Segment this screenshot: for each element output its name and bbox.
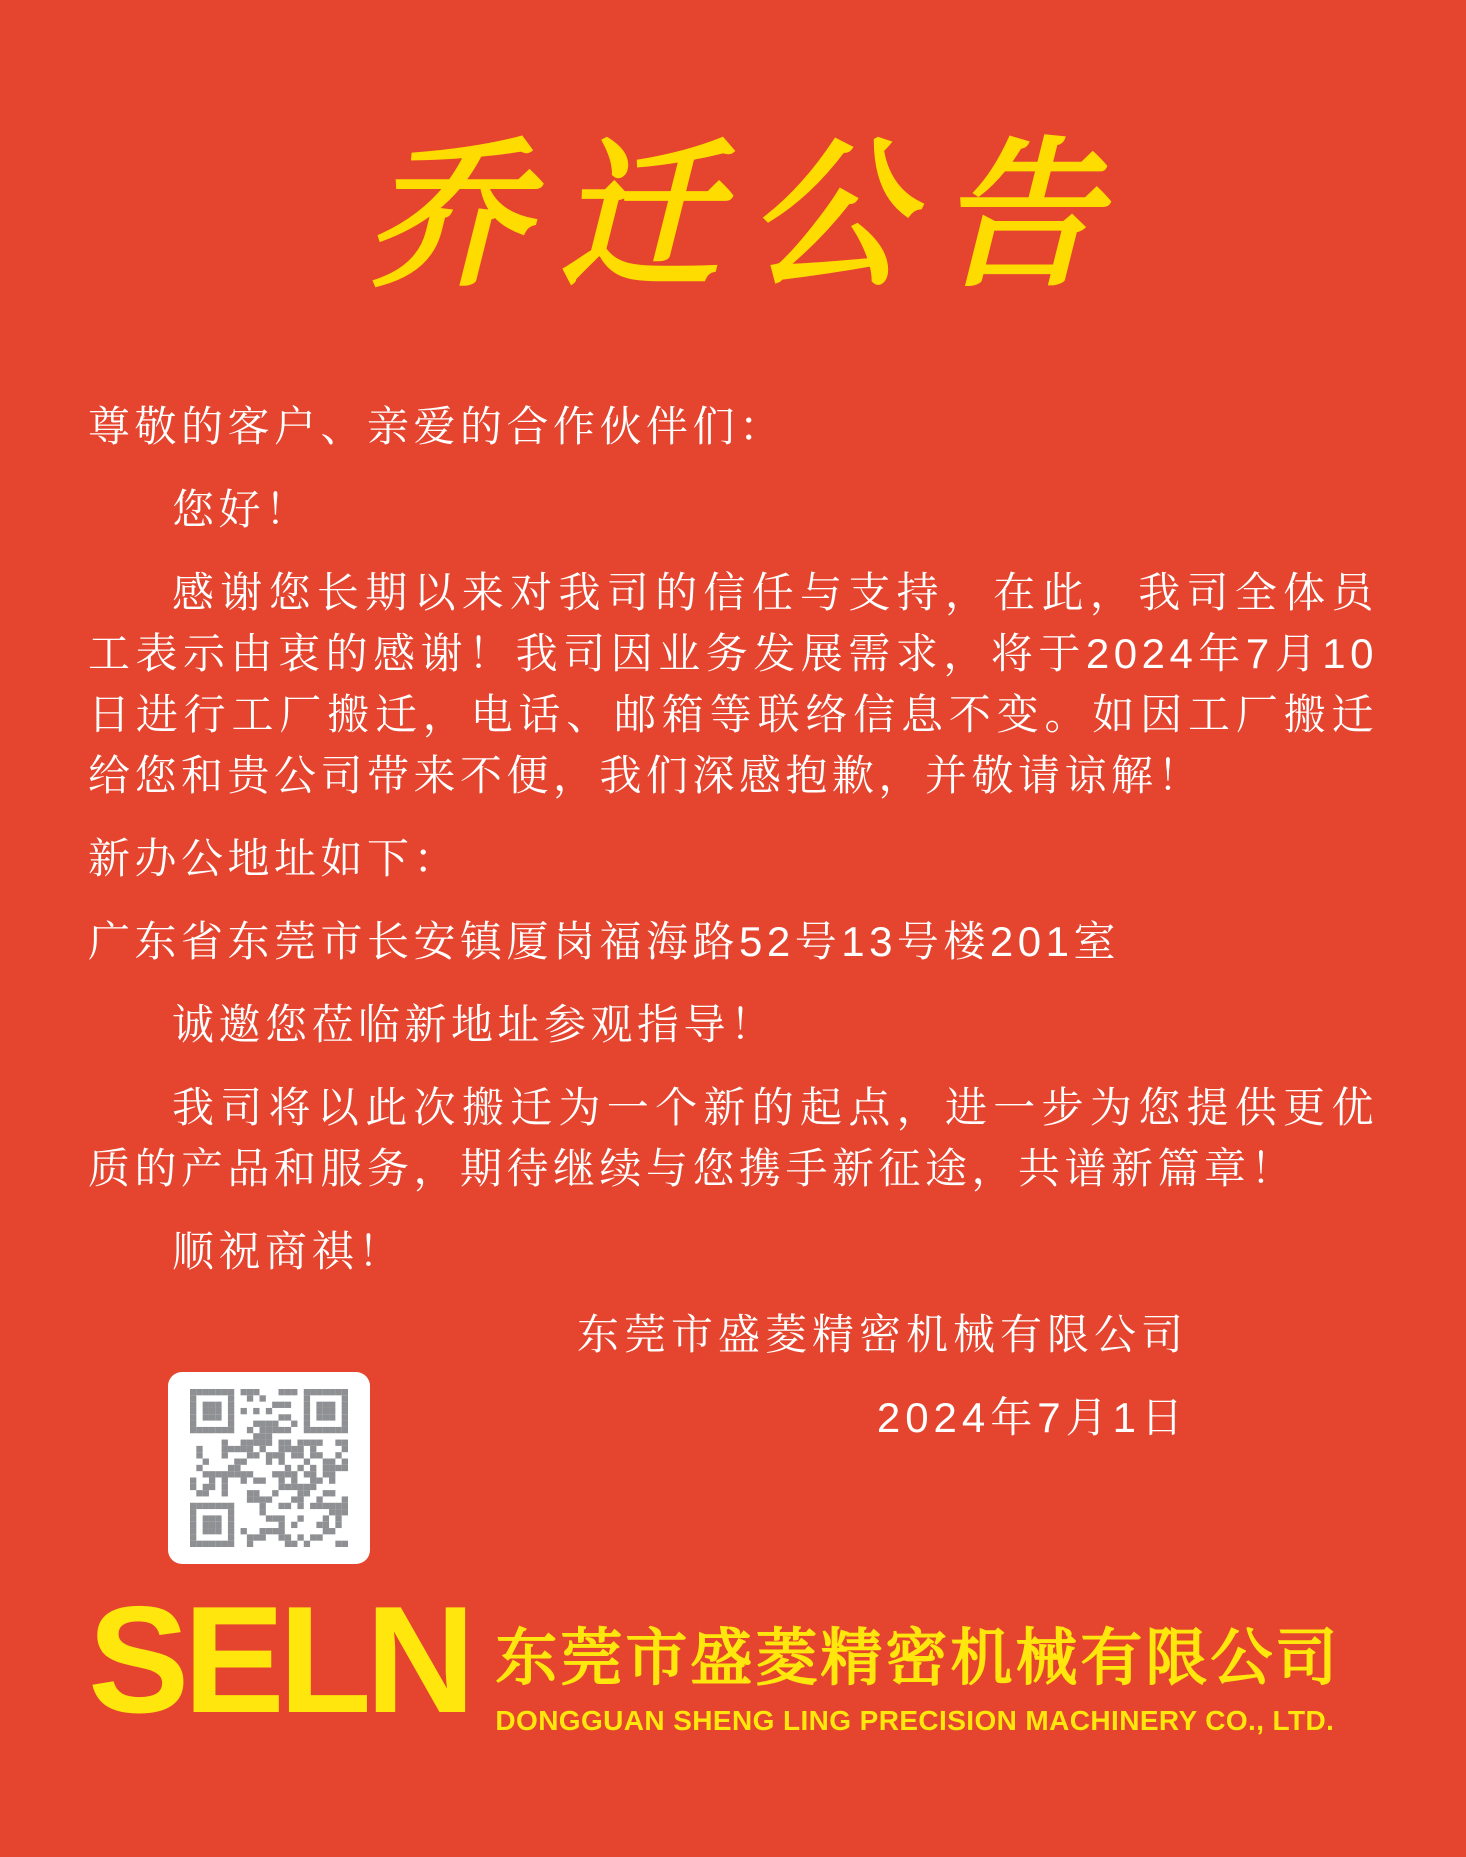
footer-company-en: DONGGUAN SHENG LING PRECISION MACHINERY CO., LTD. (495, 1705, 1335, 1736)
salutation-line: 尊敬的客户、亲爱的合作伙伴们： (88, 403, 786, 450)
footer-logo-block (88, 1575, 1341, 1745)
closing-line: 顺祝商祺！ (172, 1228, 405, 1275)
address-line: 广东省东莞市长安镇厦岗福海路52号13号楼201室 (88, 918, 1121, 965)
greeting-line: 您好！ (172, 486, 312, 533)
seln-logo: SELN (88, 1575, 470, 1745)
footer-company-names (495, 1594, 1340, 1737)
poster-title: 乔迁公告 (367, 126, 1128, 305)
qr-code (168, 1372, 370, 1564)
footer-company-cn: 东莞市盛菱精密机械有限公司 (495, 1624, 1341, 1693)
invitation-line: 诚邀您莅临新地址参观指导！ (172, 1001, 777, 1048)
signature-date: 2024年7月1日 (876, 1394, 1188, 1441)
qr-code-pattern (185, 1389, 353, 1547)
outlook-paragraph: 我司将以此次搬迁为一个新的起点，进一步为您提供更优质的产品和服务，期待继续与您携手新征途，共谱新篇章！ (88, 1084, 1378, 1192)
thanks-paragraph: 感谢您长期以来对我司的信任与支持，在此，我司全体员工表示由衷的感谢！我司因业务发展需求，将于2024年7月10日进行工厂搬迁，电话、邮箱等联络信息不变。如因工厂搬迁给您和贵公司带来不便，我们深感抱歉，并敬请谅解！ (88, 569, 1378, 799)
letter-body (88, 396, 1378, 1448)
address-intro-line: 新办公地址如下： (88, 835, 461, 882)
signature-company: 东莞市盛菱精密机械有限公司 (576, 1311, 1188, 1358)
